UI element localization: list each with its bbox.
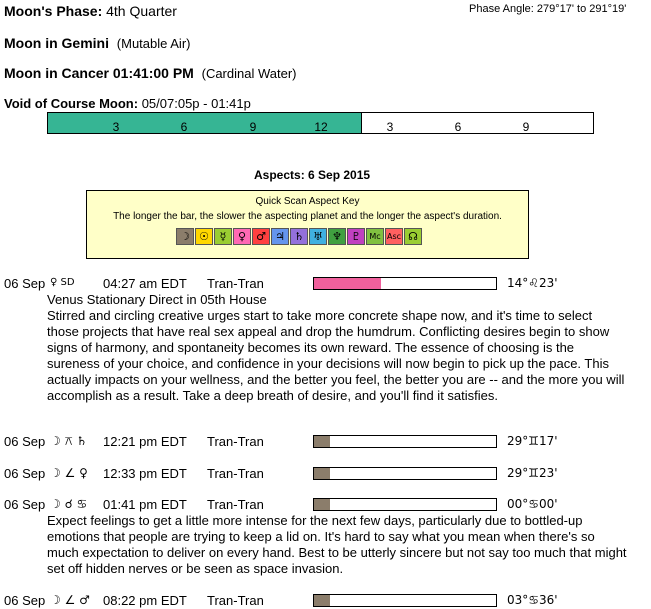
aspect-row	[0, 276, 651, 292]
aspect-duration-bar	[313, 277, 497, 290]
timeline-tick: 3	[112, 120, 120, 134]
key-title: Quick Scan Aspect Key	[255, 196, 360, 207]
timeline-tick: 3	[386, 120, 394, 134]
moon-cancer-value: (Cardinal Water)	[201, 66, 297, 81]
aspect-row	[0, 466, 651, 482]
aspect-glyph: ♀ SD	[50, 277, 75, 288]
aspect-type: Tran-Tran	[207, 497, 264, 512]
aspect-position: 00°♋00'	[507, 497, 558, 511]
moon-phase-row	[4, 3, 177, 19]
aspect-glyph: ☽ ☌ ♋	[50, 497, 88, 511]
key-glyph-row	[176, 228, 423, 245]
aspect-duration-bar	[313, 435, 497, 448]
aspect-time: 08:22 pm EDT	[103, 593, 187, 608]
aspect-type: Tran-Tran	[207, 434, 264, 449]
moon-phase-label: Moon's Phase:	[4, 3, 103, 19]
moon-glyph-icon: ☽	[176, 228, 194, 245]
mercury-glyph-icon: ☿	[214, 228, 232, 245]
aspect-time: 12:33 pm EDT	[103, 466, 187, 481]
timeline-tick: 9	[249, 120, 257, 134]
moon-cancer-row	[4, 65, 296, 81]
aspect-type: Tran-Tran	[207, 466, 264, 481]
aspect-position: 03°♋36'	[507, 593, 558, 607]
node-glyph-icon: ☊	[404, 228, 422, 245]
aspect-duration-fill	[314, 278, 381, 289]
aspect-glyph: ☽ ∠ ♂	[50, 593, 90, 607]
moon-cancer-label: Moon in Cancer 01:41:00 PM	[4, 65, 194, 81]
key-subtitle: The longer the bar, the slower the aspecting planet and the longer the aspect's duration.	[113, 211, 502, 222]
venus-glyph-icon: ♀	[233, 228, 251, 245]
aspects-title: Aspects: 6 Sep 2015	[254, 168, 371, 182]
mars-glyph-icon: ♂	[252, 228, 270, 245]
pluto-glyph-icon: ♇	[347, 228, 365, 245]
aspect-position: 29°♊23'	[507, 466, 558, 480]
aspect-duration-fill	[314, 595, 330, 606]
saturn-glyph-icon: ♄	[290, 228, 308, 245]
aspect-type: Tran-Tran	[207, 593, 264, 608]
timeline-tick: 12	[314, 120, 328, 134]
void-of-course-timeline	[47, 112, 594, 134]
aspect-time: 04:27 am EDT	[103, 276, 187, 291]
aspect-duration-bar	[313, 594, 497, 607]
timeline-tick: 6	[454, 120, 462, 134]
aspect-duration-bar	[313, 498, 497, 511]
aspect-row	[0, 593, 651, 609]
sun-glyph-icon: ☉	[195, 228, 213, 245]
aspect-title: Venus Stationary Direct in 05th House	[47, 292, 267, 307]
timeline-tick: 6	[180, 120, 188, 134]
moon-phase-value: 4th Quarter	[106, 3, 177, 19]
ascendant-glyph-icon: Asc	[385, 228, 403, 245]
aspect-time: 12:21 pm EDT	[103, 434, 187, 449]
aspect-duration-fill	[314, 468, 330, 479]
aspect-date: 06 Sep	[4, 593, 46, 608]
quick-scan-aspect-key	[86, 190, 529, 259]
aspect-type: Tran-Tran	[207, 276, 264, 291]
void-of-course-label: Void of Course Moon:	[4, 96, 139, 111]
moon-gemini-label: Moon in Gemini	[4, 35, 109, 51]
aspect-duration-fill	[314, 436, 330, 447]
moon-gemini-row	[4, 35, 190, 51]
aspect-time: 01:41 pm EDT	[103, 497, 187, 512]
uranus-glyph-icon: ♅	[309, 228, 327, 245]
midheaven-glyph-icon: Mc	[366, 228, 384, 245]
aspect-duration-bar	[313, 467, 497, 480]
neptune-glyph-icon: ♆	[328, 228, 346, 245]
aspect-description: Expect feelings to get a little more intense for the next few days, particularly due to bottled-up emotions that people are trying to keep a lid on. It's hard to say what you mean when there's so much expectation to deliver on every hand. Best to be utterly sincere but not say too much that might set off hidden nerves or be seen as space invasion.	[47, 513, 627, 576]
void-of-course-row	[4, 96, 251, 111]
jupiter-glyph-icon: ♃	[271, 228, 289, 245]
aspect-glyph: ☽ ∠ ♀	[50, 466, 88, 480]
moon-gemini-value: (Mutable Air)	[116, 36, 191, 51]
aspect-glyph: ☽ ⚻ ♄	[50, 434, 88, 448]
aspect-duration-fill	[314, 499, 330, 510]
aspect-date: 06 Sep	[4, 276, 46, 291]
phase-angle: Phase Angle: 279°17' to 291°19'	[469, 3, 627, 15]
aspect-position: 29°♊17'	[507, 434, 558, 448]
void-of-course-value: 05/07:05p - 01:41p	[141, 96, 251, 111]
aspect-row	[0, 434, 651, 450]
aspect-position: 14°♌23'	[507, 276, 558, 290]
aspect-description: Stirred and circling creative urges start to take more concrete shape now, and it's time to select those projects that have real sex appeal and drop the humdrum. Conflicting desires begin to show signs of harmony, and spontaneity becomes its own reward. The essence of choosing is the sureness of your choice, and confidence in your decisions will now begin to pick up the pace. This actually impacts on your wellness, and the better you feel, the better you are -- and the more you will accomplish as a result. Take a deep breath of desire, and you'll find it satisfies.	[47, 308, 625, 403]
aspect-date: 06 Sep	[4, 434, 46, 449]
aspect-date: 06 Sep	[4, 466, 46, 481]
aspect-row	[0, 497, 651, 513]
timeline-tick: 9	[522, 120, 530, 134]
aspect-date: 06 Sep	[4, 497, 46, 512]
